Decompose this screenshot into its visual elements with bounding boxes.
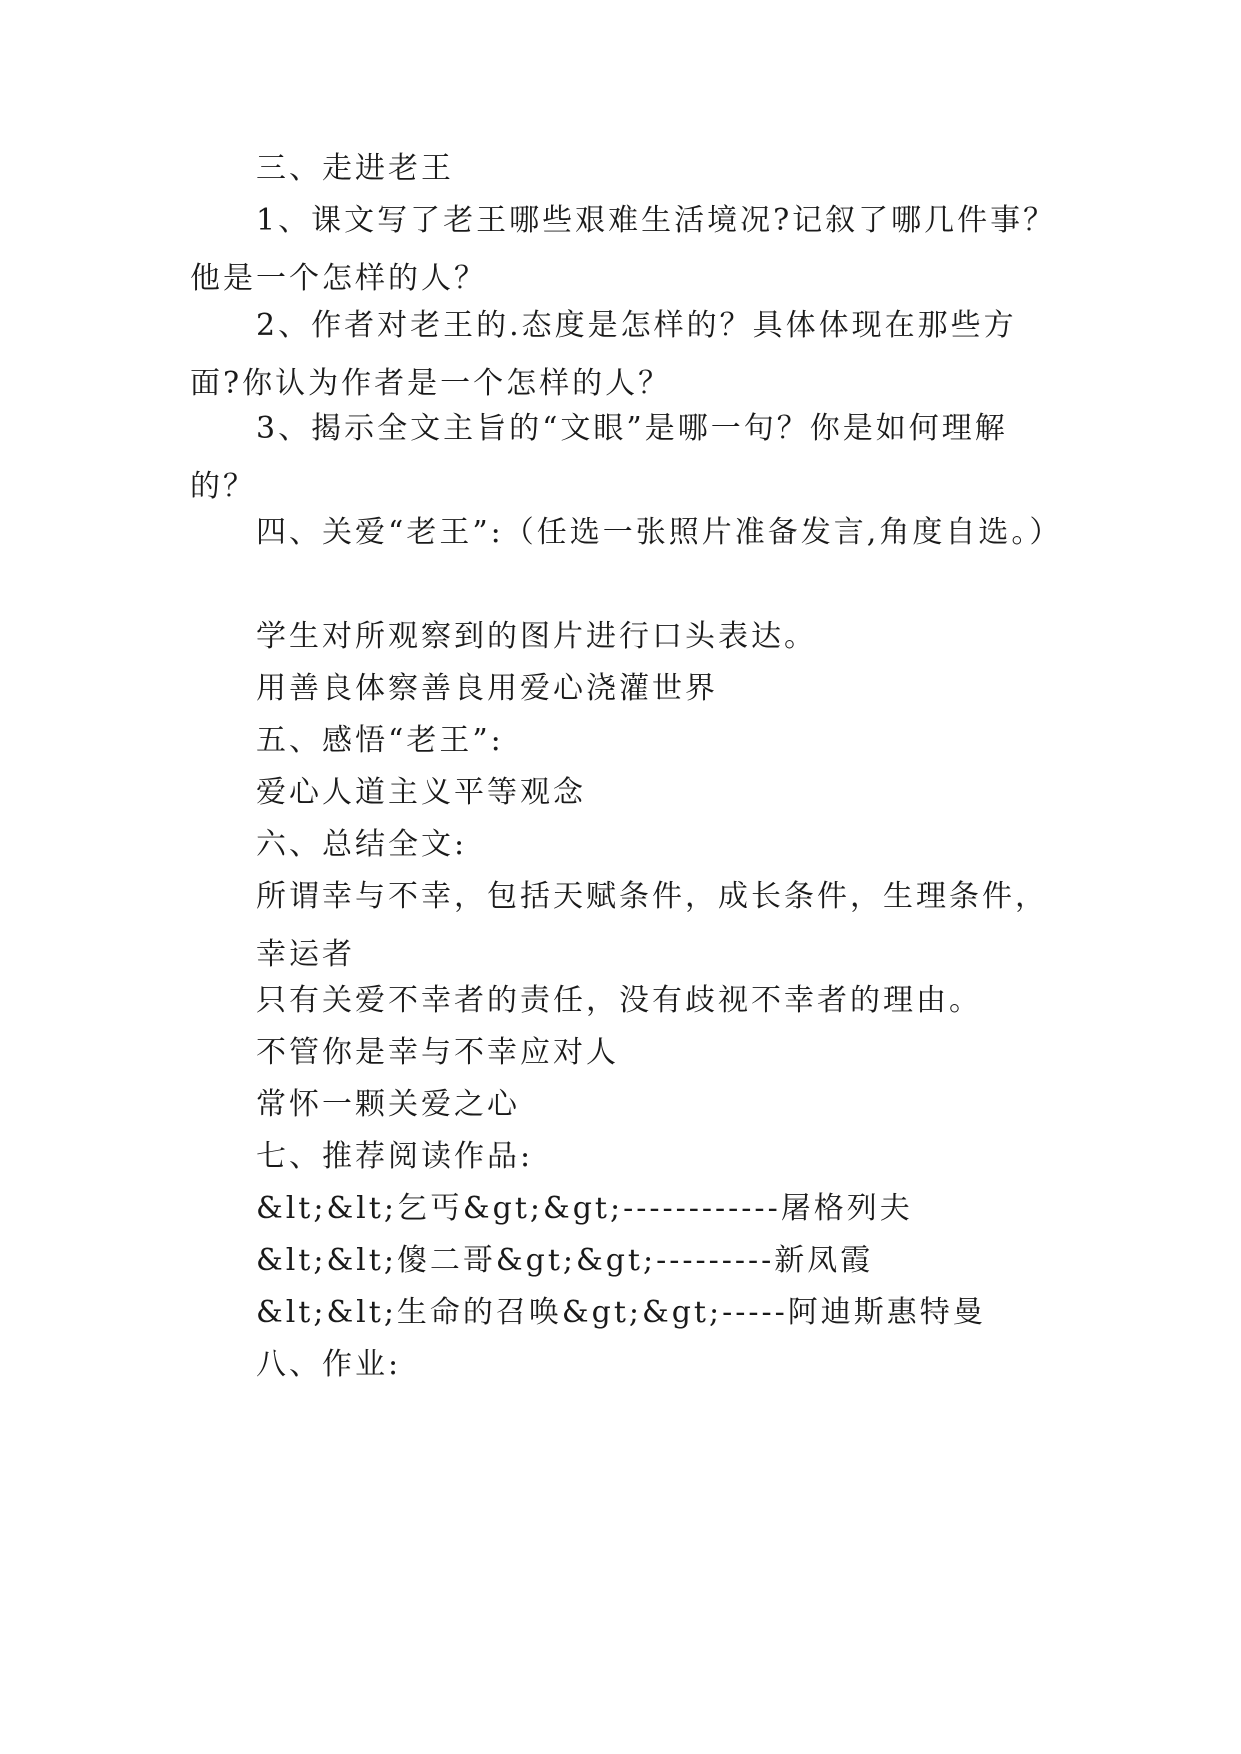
question-three: 3、揭示全文主旨的“文眼”是哪一句？你是如何理解的？ [190, 411, 1008, 504]
section-eight-heading: 八、作业: [256, 1347, 402, 1382]
section-three-heading: 三、走进老王 [256, 151, 454, 186]
recommended-book-1: &lt;&lt;乞丐&gt;&gt;------------屠格列夫 [256, 1191, 913, 1226]
section-four-line-1: 学生对所观察到的图片进行口头表达。 [256, 619, 817, 654]
recommended-book-3: &lt;&lt;生命的召唤&gt;&gt;-----阿迪斯惠特曼 [256, 1295, 986, 1330]
question-two: 2、作者对老王的.态度是怎样的？具体体现在那些方面?你认为作者是一个怎样的人？ [190, 308, 1017, 401]
section-five-line-1: 爱心人道主义平等观念 [256, 775, 586, 810]
section-six-line-3: 不管你是幸与不幸应对人 [256, 1035, 619, 1070]
question-one: 1、课文写了老王哪些艰难生活境况?记叙了哪几件事？他是一个怎样的人？ [190, 203, 1057, 296]
section-seven-heading: 七、推荐阅读作品: [256, 1139, 534, 1174]
section-five-heading: 五、感悟“老王”: [256, 723, 504, 758]
section-six-line-1: 所谓幸与不幸，包括天赋条件，成长条件，生理条件，幸运者 [256, 879, 1048, 972]
section-six-heading: 六、总结全文: [256, 827, 468, 862]
section-four-heading: 四、关爱“老王”:（任选一张照片准备发言,角度自选。） [256, 515, 1063, 550]
section-four-line-2: 用善良体察善良用爱心浇灌世界 [256, 671, 718, 706]
recommended-book-2: &lt;&lt;傻二哥&gt;&gt;---------新凤霞 [256, 1243, 874, 1278]
section-six-line-4: 常怀一颗关爱之心 [256, 1087, 520, 1122]
section-six-line-2: 只有关爱不幸者的责任，没有歧视不幸者的理由。 [256, 983, 982, 1018]
